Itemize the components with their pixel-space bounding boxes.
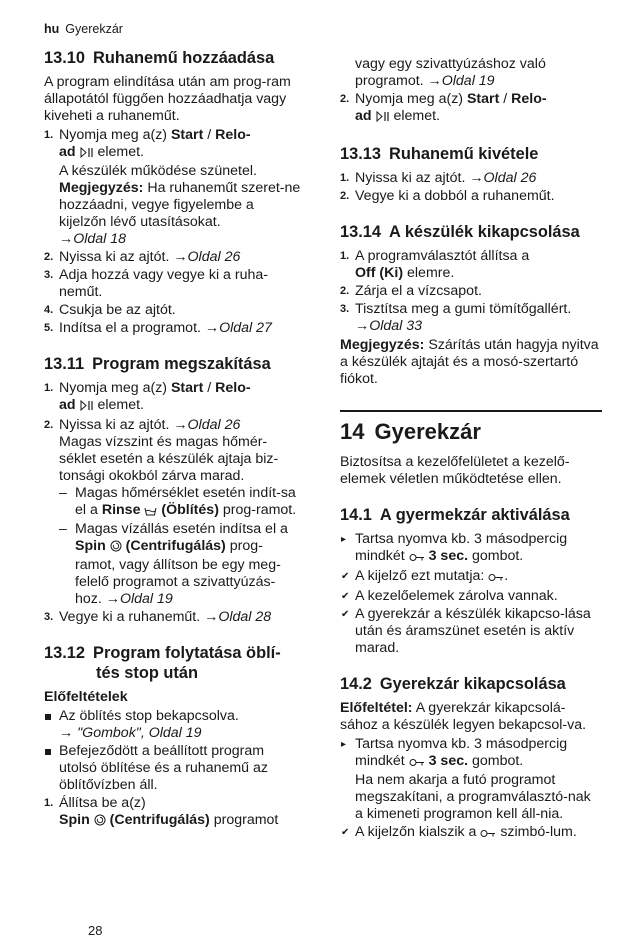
step-text: Nyissa ki az ajtót. — [355, 170, 470, 186]
note-label: Megjegyzés: — [340, 337, 425, 353]
page-reference[interactable]: →Oldal 26 — [173, 249, 241, 265]
section-number: 14.2 — [340, 675, 372, 693]
section-title: Program folytatása öblí-tés stop után — [93, 644, 281, 682]
right-column — [340, 56, 602, 860]
rinse-label: Rinse — [101, 502, 141, 518]
rinse-icon — [144, 504, 157, 521]
section-heading — [340, 674, 602, 694]
running-header — [44, 22, 123, 36]
section-13-12 — [44, 643, 302, 831]
note-text: Szárítás után hagyja nyitva a készülék ajtaját és a mosó-szertartó fiókot. — [340, 337, 599, 387]
rinse-label-hu: (Öblítés) — [161, 502, 219, 518]
page-number: 28 — [88, 923, 103, 938]
spin-icon — [94, 814, 106, 831]
reload-label: Relo- — [215, 380, 251, 396]
duration-label: 3 sec. — [428, 753, 469, 769]
start-label: Start — [170, 380, 204, 396]
section-13-13 — [340, 144, 602, 205]
step-text: A programválasztót állítsa a — [355, 248, 530, 264]
step-text-end: elemet. — [93, 397, 144, 413]
step-text: Adja hozzá vagy vegye ki a ruha-neműt. — [59, 267, 268, 300]
step-text: Nyomja meg a(z) — [355, 91, 464, 107]
step-text: vagy egy szivattyúzáshoz való programot. — [355, 56, 546, 89]
section-heading — [44, 48, 302, 68]
chapter-14 — [340, 410, 602, 488]
prerequisite-text: A gyerekzár kikapcsolá-sához a készülék legyen bekapcsol-va. — [340, 700, 587, 733]
step-1: 1. Nyomja meg a(z) Start / Relo- ad elemet. — [44, 380, 302, 416]
section-title: Ruhanemű hozzáadása — [93, 49, 275, 67]
chapter-heading — [340, 410, 602, 445]
step-2: 2. Nyomja meg a(z) Start / Relo- ad elemet. — [340, 91, 602, 127]
key-icon — [409, 755, 425, 772]
step-text-end: programot — [209, 812, 279, 828]
start-pause-icon — [376, 110, 390, 127]
sub-text-end: prog-ramot. — [218, 502, 297, 518]
page-reference[interactable]: →Oldal 26 — [173, 417, 241, 433]
step-2: 2. Zárja el a vízcsapot. — [340, 283, 482, 299]
section-13-14 — [340, 222, 602, 388]
off-label: Off (Ki) — [355, 265, 404, 281]
action-text-end: gombot. — [468, 753, 524, 769]
step-text: Nyissa ki az ajtót. — [59, 249, 174, 265]
section-heading — [44, 354, 302, 374]
section-title: Ruhanemű kivétele — [389, 145, 539, 163]
sub-item-1: – Magas hőmérséklet esetén indít-sa el a Rinse (Öblítés) prog-ramot. — [59, 485, 302, 521]
sub-text: Magas hőmérséklet esetén indít-sa el a — [75, 485, 296, 518]
note-label: Megjegyzés: — [59, 180, 144, 196]
step-3: 3. Tisztítsa meg a gumi tömítőgallért. →Oldal 33 — [340, 301, 572, 334]
language-code: hu — [44, 22, 60, 36]
action-text-end: gombot. — [468, 548, 524, 564]
section-title: Gyerekzár kikapcsolása — [379, 675, 566, 693]
left-column — [44, 48, 302, 938]
bullet-text: Az öblítés stop bekapcsolva. — [59, 708, 239, 724]
start-label: Start — [170, 127, 204, 143]
action-text: Tartsa nyomva kb. 3 másodpercig mindkét — [355, 736, 568, 769]
result-text: A kezelőelemek zárolva vannak. — [355, 588, 558, 604]
page-reference[interactable]: →Oldal 19 — [427, 73, 495, 89]
action-1: ▸ Tartsa nyomva kb. 3 másodpercig mindkét 3 sec. gombot. Ha nem akarja a futó programot megszakítani, a programválasztó-nak a kimeneti programon kell áll-nia. — [341, 736, 591, 822]
step-text: Vegye ki a dobból a ruhaneműt. — [355, 188, 555, 204]
bullet-text: Befejeződött a beállított program utolsó öblítése és a ruhanemű az öblítővízben áll. — [59, 743, 269, 793]
intro-text: A program elindítása után am prog-ram állapotától függően hozzáadhatja vagy kiveheti a ruhaneműt. — [44, 74, 291, 124]
action-1: ▸ Tartsa nyomva kb. 3 másodpercig mindkét 3 sec. gombot. — [340, 531, 602, 567]
page-reference[interactable]: →Oldal 18 — [59, 231, 127, 247]
section-number: 13.14 — [340, 223, 382, 241]
key-icon — [480, 826, 496, 843]
section-heading — [340, 505, 602, 525]
chapter-number: 14 — [340, 419, 365, 444]
start-label: Start — [466, 91, 500, 107]
step-result: Magas vízszint és magas hőmér-séklet esetén a készülék ajtaja biz-tonsági okokból zárva marad. — [59, 434, 279, 484]
spin-label: Spin — [59, 812, 90, 828]
section-number: 13.12 — [44, 644, 86, 662]
section-title: A készülék kikapcsolása — [389, 223, 580, 241]
result-text: A kijelzőn kialszik a — [355, 824, 477, 840]
step-result: A készülék működése szünetel. — [59, 163, 257, 179]
bullet-1 — [44, 708, 302, 742]
section-heading — [44, 643, 302, 683]
prerequisite-label: Előfeltétel: — [340, 700, 413, 716]
intro-text: Biztosítsa a kezelőfelületet a kezelő-elemek véletlen működtetése ellen. — [340, 454, 570, 487]
sub-item-2: – Magas vízállás esetén indítsa el a Spin (Centrifugálás) prog-ramot, vagy állítson be egy meg-felelő programot a szivattyúzás-hoz. →Oldal 19 — [59, 521, 288, 607]
sub-text-end: prog-ramot, vagy állítson be egy meg-felelő programot a szivattyúzás-hoz. — [75, 538, 281, 607]
step-text: Vegye ki a ruhaneműt. — [59, 609, 205, 625]
start-pause-icon — [80, 146, 94, 163]
result-text: A kijelző ezt mutatja: — [355, 568, 485, 584]
reload-label-end: ad — [59, 397, 76, 413]
step-1: 1. Nyomja meg a(z) Start / Relo- ad elemet. A készülék működése szünetel. Megjegyzés: Ha ruhaneműt szeret-ne hozzáadni, vegye figyelembe a kijelzőn lévő utasításokat. →Oldal 18 — [44, 127, 301, 247]
step-text: Csukja be az ajtót. — [59, 302, 176, 318]
reload-label-end: ad — [59, 144, 76, 160]
spin-icon — [110, 540, 122, 557]
chapter-title: Gyerekzár — [374, 419, 481, 444]
spin-label-hu: (Centrifugálás) — [125, 538, 226, 554]
result-2: ✔ A kezelőelemek zárolva vannak. — [341, 588, 558, 604]
page-reference[interactable]: →Oldal 26 — [469, 170, 537, 186]
page-reference[interactable]: →Oldal 28 — [204, 609, 272, 625]
section-title: A gyermekzár aktiválása — [379, 506, 570, 524]
start-pause-icon — [80, 399, 94, 416]
section-heading — [340, 144, 602, 164]
step-text: Indítsa el a programot. — [59, 320, 205, 336]
page-reference[interactable]: → "Gombok", Oldal 19 — [59, 725, 202, 741]
section-number: 13.13 — [340, 145, 382, 163]
note-text: Ha ruhaneműt szeret-ne hozzáadni, vegye figyelembe a kijelzőn lévő utasításokat. — [59, 180, 301, 230]
page-reference[interactable]: →Oldal 19 — [105, 591, 173, 607]
action-text: Tartsa nyomva kb. 3 másodpercig mindkét — [355, 531, 568, 564]
section-number: 13.11 — [44, 355, 85, 373]
step-text-end: elemet. — [389, 108, 440, 124]
step-3: 3. Adja hozzá vagy vegye ki a ruha-neműt. — [44, 267, 268, 300]
key-icon — [488, 570, 504, 587]
section-14-1 — [340, 505, 602, 657]
result-text: A gyerekzár a készülék kikapcso-lása után és áramszünet esetén is aktív marad. — [355, 606, 591, 656]
section-number: 14.1 — [340, 506, 372, 524]
prerequisite — [340, 700, 602, 734]
result-1: ✔ A kijelző ezt mutatja: . — [340, 568, 602, 587]
key-icon — [409, 550, 425, 567]
step-1-continued — [340, 56, 602, 90]
reload-label: Relo- — [511, 91, 547, 107]
result-3: ✔ A gyerekzár a készülék kikapcso-lása után és áramszünet esetén is aktív marad. — [341, 606, 591, 656]
step-text-end: elemet. — [93, 144, 144, 160]
reload-label: Relo- — [215, 127, 251, 143]
step-text: Állítsa be a(z) — [59, 795, 146, 811]
step-1: 1. Állítsa be a(z) Spin (Centrifugálás) programot — [44, 795, 302, 831]
step-4: 4. Csukja be az ajtót. — [44, 302, 176, 318]
reload-label-end: ad — [355, 108, 372, 124]
note — [340, 337, 602, 388]
section-13-11 — [44, 354, 302, 626]
result-text-end: szimbó-lum. — [496, 824, 577, 840]
bullet-2 — [44, 743, 302, 794]
section-14-2 — [340, 674, 602, 843]
step-2: 2. Vegye ki a dobból a ruhaneműt. — [340, 188, 555, 204]
step-1: 1. Nyissa ki az ajtót. →Oldal 26 — [340, 170, 537, 186]
step-1: 1. A programválasztót állítsa a Off (Ki) elemre. — [340, 248, 530, 281]
step-text: Zárja el a vízcsapot. — [355, 283, 482, 299]
section-number: 13.10 — [44, 49, 86, 67]
spin-label-hu: (Centrifugálás) — [109, 812, 210, 828]
step-text: Tisztítsa meg a gumi tömítőgallért. — [355, 301, 572, 317]
section-title: Program megszakítása — [92, 355, 271, 373]
step-2: 2. Nyissa ki az ajtót. →Oldal 26 Magas vízszint és magas hőmér-séklet esetén a készülék ajtaja biz-tonsági okokból zárva marad. – Magas hőmérséklet esetén indít-sa el a Rinse (Öblítés) prog-ramot. – Magas vízállás esetén indítsa el a Spin (Centrifugálás) prog-ramot, vagy állítson be egy meg-felelő programot a szivattyúzás-hoz. →Oldal 19 — [44, 417, 302, 608]
step-text-end: elemre. — [403, 265, 455, 281]
prerequisites-heading: Előfeltételek — [44, 689, 128, 705]
sub-text: Magas vízállás esetén indítsa el a — [75, 521, 288, 537]
chapter-title: Gyerekzár — [65, 22, 123, 36]
section-13-10 — [44, 48, 302, 337]
duration-label: 3 sec. — [428, 548, 469, 564]
page-reference[interactable]: →Oldal 27 — [204, 320, 272, 336]
step-text: Nyissa ki az ajtót. — [59, 417, 174, 433]
action-note: Ha nem akarja a futó programot megszakítani, a programválasztó-nak a kimeneti programon kell áll-nia. — [355, 772, 591, 822]
step-text: Nyomja meg a(z) — [59, 380, 168, 396]
slash: / — [203, 127, 216, 143]
step-2: 2. Nyissa ki az ajtót. →Oldal 26 — [44, 249, 241, 265]
page-reference[interactable]: →Oldal 33 — [355, 318, 423, 334]
step-text: Nyomja meg a(z) — [59, 127, 168, 143]
step-3: 3. Vegye ki a ruhaneműt. →Oldal 28 — [44, 609, 272, 625]
result-1: ✔ A kijelzőn kialszik a szimbó-lum. — [340, 824, 602, 843]
section-heading — [340, 222, 602, 242]
step-5: 5. Indítsa el a programot. →Oldal 27 — [44, 320, 272, 336]
spin-label: Spin — [75, 538, 106, 554]
